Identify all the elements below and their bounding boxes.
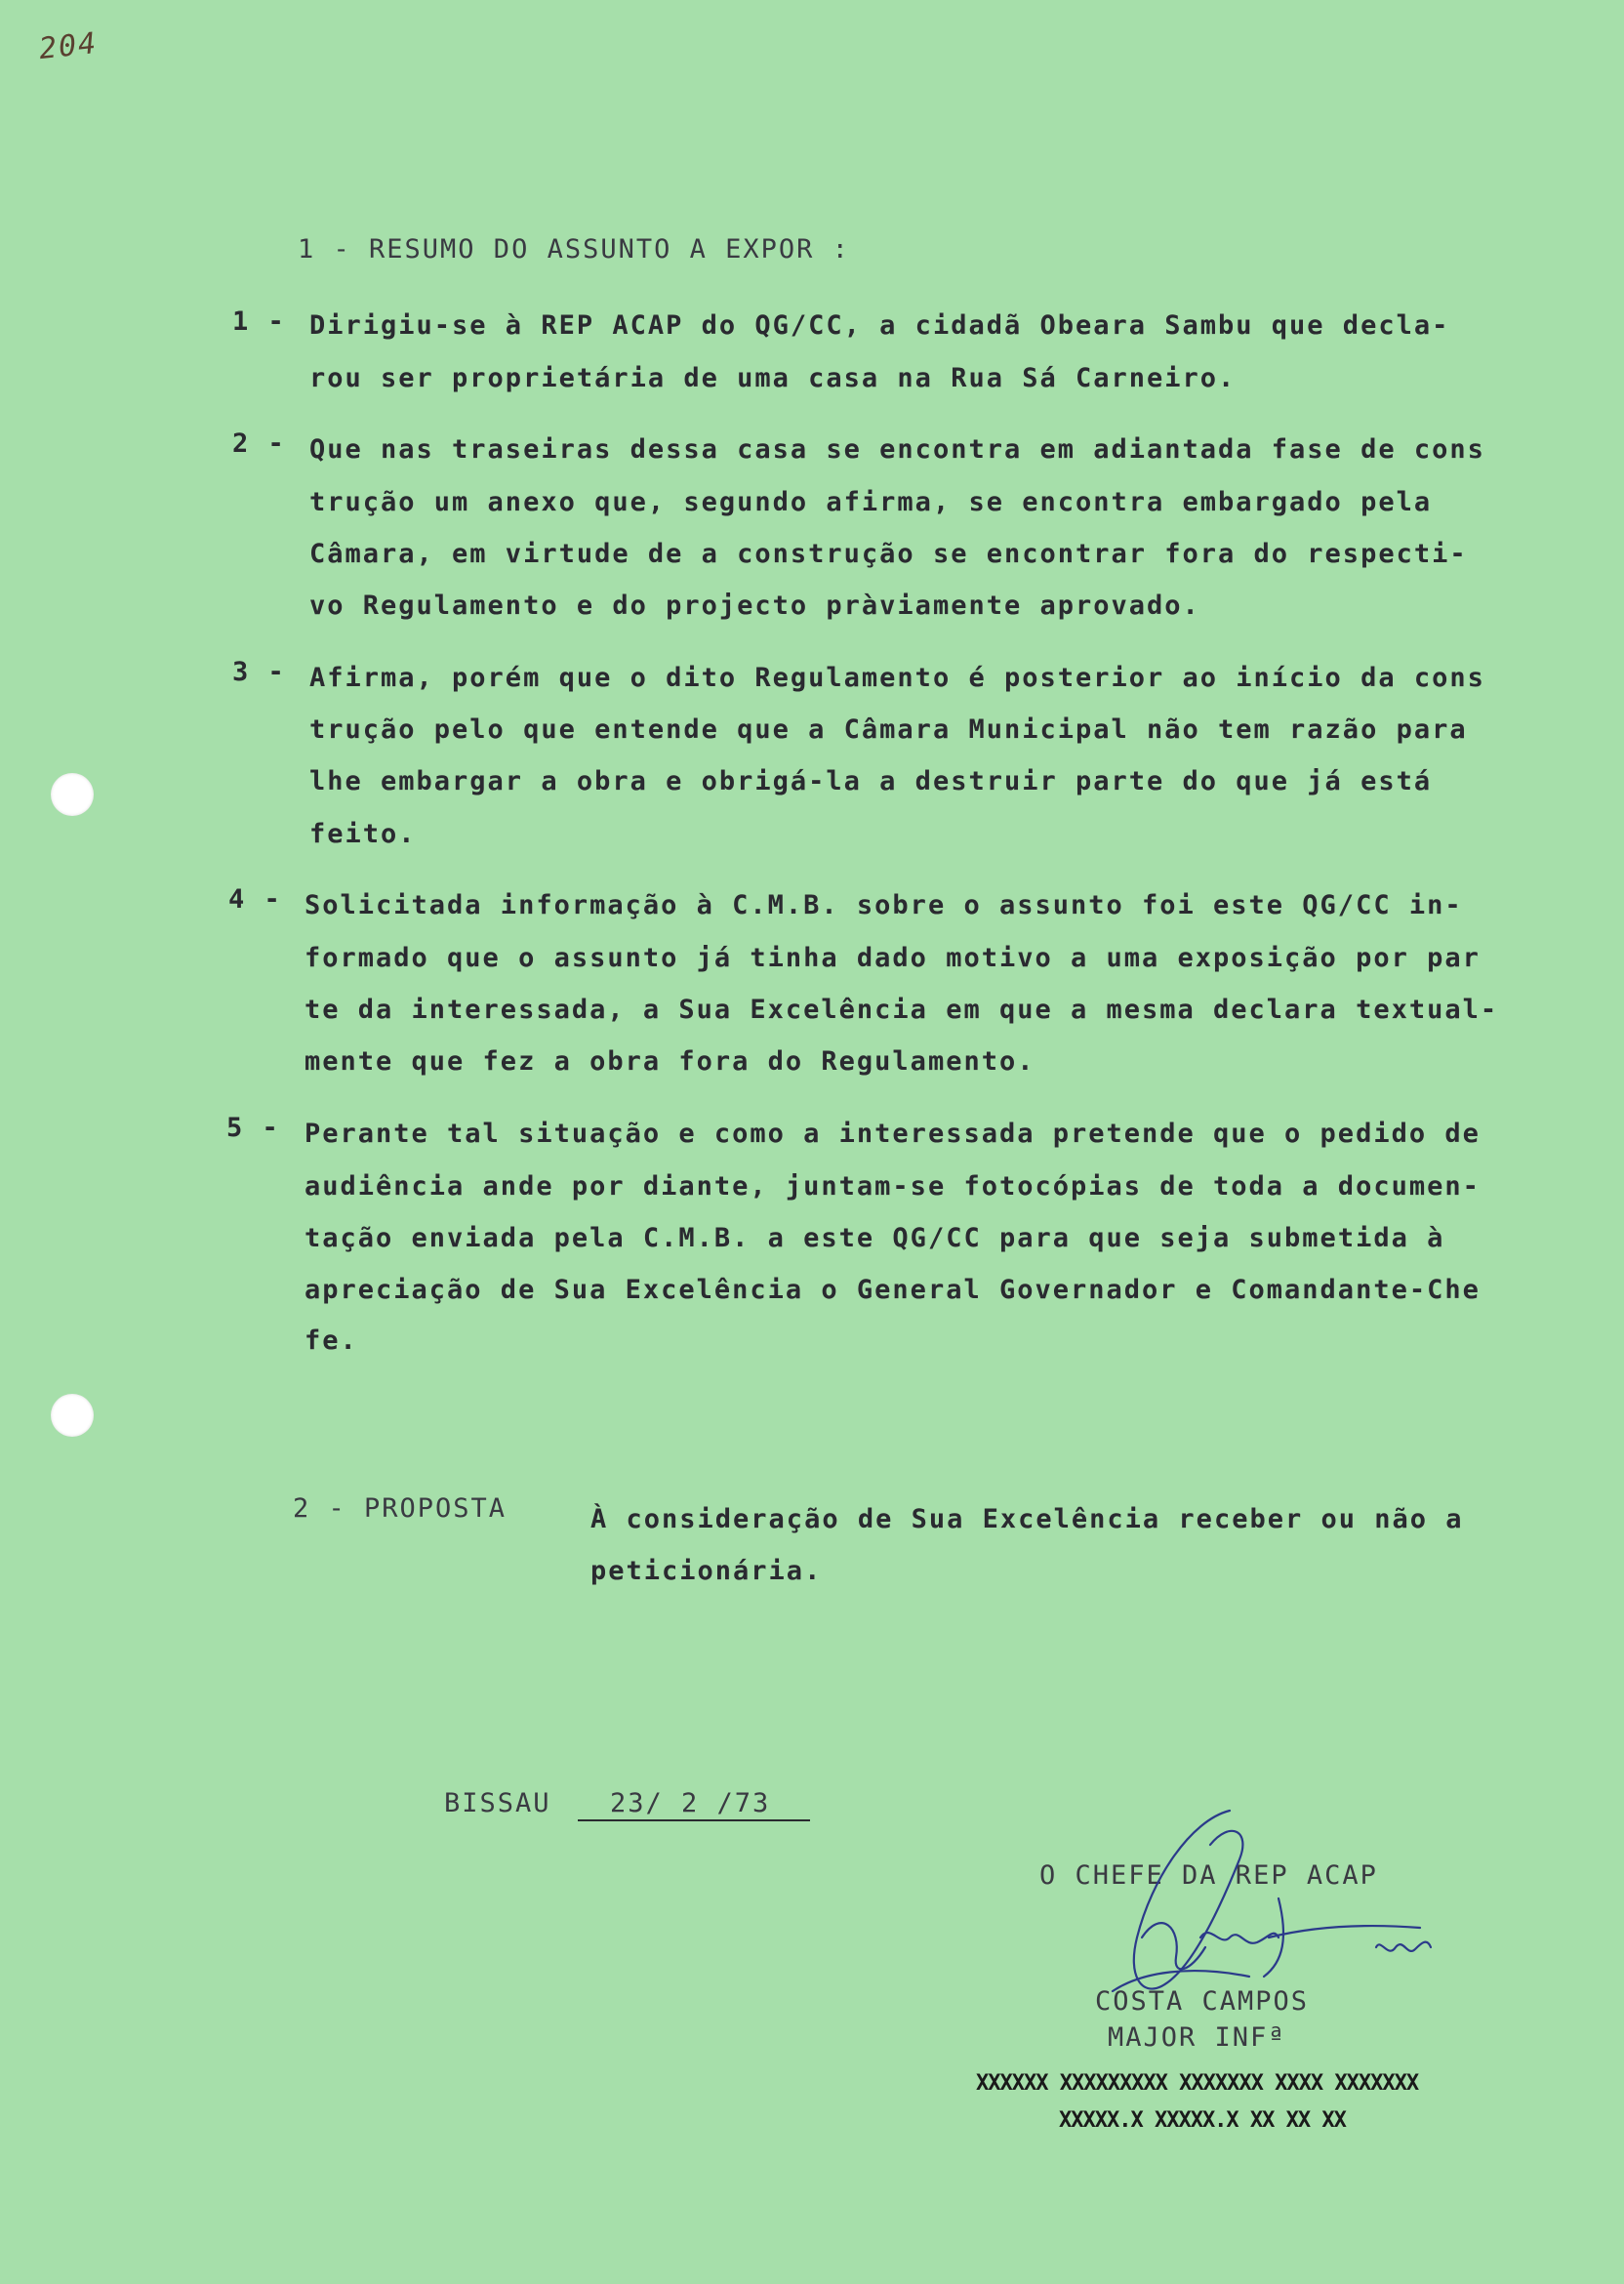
item-2-line-2: trução um anexo que, segundo afirma, se encontra embargado pela [309, 487, 1433, 517]
item-3-line-1: Afirma, porém que o dito Regulamento é posterior ao início da cons [309, 663, 1485, 693]
item-3-number: 3 - [232, 657, 286, 687]
signatory-name: COSTA CAMPOS [1095, 1986, 1310, 2017]
section-2-heading: 2 - PROPOSTA [293, 1493, 508, 1524]
item-5-line-4: apreciação de Sua Excelência o General Governador e Comandante-Che [304, 1275, 1481, 1305]
date-underline [578, 1819, 810, 1821]
item-4-line-2: formado que o assunto já tinha dado motivo a uma exposição por par [304, 943, 1481, 973]
item-5-line-5: fe. [304, 1326, 358, 1356]
item-3-line-3: lhe embargar a obra e obrigá-la a destruir parte do que já está [309, 766, 1433, 796]
item-2-line-3: Câmara, em virtude de a construção se encontrar fora do respecti- [309, 539, 1468, 569]
struck-out-line-2: XXXXX.X XXXXX.X XX XX XX [1059, 2108, 1346, 2133]
handwritten-signature [1083, 1791, 1454, 2045]
section-1-heading: 1 - RESUMO DO ASSUNTO A EXPOR : [298, 234, 850, 265]
item-5-line-2: audiência ande por diante, juntam-se fotocópias de toda a documen- [304, 1171, 1481, 1202]
date-place: BISSAU [444, 1788, 551, 1818]
punch-hole-lower [51, 1394, 94, 1437]
signature-title: O CHEFE DA REP ACAP [1039, 1860, 1378, 1891]
signatory-rank: MAJOR INFª [1108, 2022, 1286, 2053]
item-3-line-4: feito. [309, 819, 417, 849]
item-4-line-4: mente que fez a obra fora do Regulamento. [304, 1046, 1035, 1077]
item-1-line-1: Dirigiu-se à REP ACAP do QG/CC, a cidadã Obeara Sambu que decla- [309, 310, 1450, 341]
item-5-number: 5 - [226, 1113, 280, 1143]
item-1-line-2: rou ser proprietária de uma casa na Rua Sá Carneiro. [309, 363, 1237, 393]
punch-hole-upper [51, 773, 94, 816]
item-4-line-1: Solicitada informação à C.M.B. sobre o assunto foi este QG/CC in- [304, 890, 1463, 920]
item-5-line-1: Perante tal situação e como a interessada pretende que o pedido de [304, 1119, 1481, 1149]
struck-out-line-1: XXXXXX XXXXXXXXX XXXXXXX XXXX XXXXXXX [976, 2071, 1419, 2096]
item-2-number: 2 - [232, 428, 286, 459]
item-2-line-1: Que nas traseiras dessa casa se encontra em adiantada fase de cons [309, 434, 1485, 465]
proposal-line-1: À consideração de Sua Excelência receber ou não a [590, 1504, 1464, 1534]
item-5-line-3: tação enviada pela C.M.B. a este QG/CC para que seja submetida à [304, 1223, 1445, 1253]
item-4-number: 4 - [228, 884, 282, 915]
date-value: 23/ 2 /73 [610, 1788, 771, 1818]
item-4-line-3: te da interessada, a Sua Excelência em que a mesma declara textual- [304, 995, 1499, 1025]
item-2-line-4: vo Regulamento e do projecto pràviamente aprovado. [309, 591, 1200, 621]
proposal-line-2: peticionária. [590, 1556, 823, 1586]
item-3-line-2: trução pelo que entende que a Câmara Municipal não tem razão para [309, 714, 1468, 745]
item-1-number: 1 - [232, 306, 286, 337]
corner-mark: 204 [37, 25, 100, 67]
